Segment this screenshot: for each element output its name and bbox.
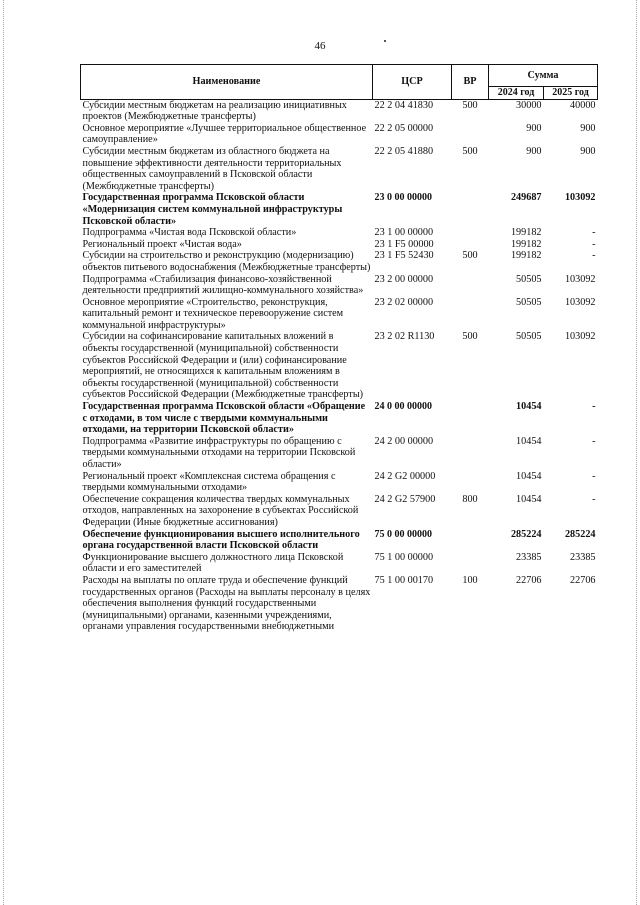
row-amount-2024: 199182 bbox=[510, 250, 542, 262]
header-year-2024: 2024 год bbox=[489, 87, 544, 100]
row-amount-2024: 50505 bbox=[516, 296, 542, 308]
table-row bbox=[81, 192, 598, 227]
table-row bbox=[81, 227, 598, 239]
table-row bbox=[81, 436, 598, 471]
row-amount-2025: - bbox=[592, 250, 596, 262]
table-header bbox=[81, 65, 598, 100]
row-csr-code: 23 1 00 00000 bbox=[374, 227, 434, 239]
header-sum: Сумма bbox=[489, 65, 598, 87]
row-vr-code: 500 bbox=[462, 99, 478, 111]
row-name: Государственная программа Псковской области «Обращение с отходами, в том числе с твердыми коммунальными отходами, на территории Псковской области» bbox=[82, 401, 366, 436]
header-vr: ВР bbox=[452, 65, 489, 100]
header-name: Наименование bbox=[81, 65, 373, 100]
row-amount-2025: - bbox=[592, 238, 596, 250]
row-amount-2024: 10454 bbox=[516, 470, 542, 482]
row-name: Субсидии местным бюджетам на реализацию инициативных проектов (Межбюджетные трансферты) bbox=[82, 99, 347, 123]
row-vr-code: 500 bbox=[462, 331, 478, 343]
row-name: Региональный проект «Чистая вода» bbox=[82, 238, 242, 250]
row-amount-2025: 103092 bbox=[564, 296, 596, 308]
row-name: Государственная программа Псковской области «Модернизация систем коммунальной инфраструктуры Псковской области» bbox=[82, 192, 343, 227]
row-vr-code bbox=[452, 227, 489, 239]
table-row bbox=[81, 529, 598, 552]
row-amount-2024: 199182 bbox=[510, 227, 542, 239]
row-amount-2024: 900 bbox=[526, 145, 542, 157]
row-amount-2025: 900 bbox=[580, 122, 596, 134]
table-row bbox=[81, 331, 598, 401]
row-name: Основное мероприятие «Лучшее территориальное общественное самоуправление» bbox=[82, 122, 367, 146]
header-csr: ЦСР bbox=[373, 65, 452, 100]
row-amount-2024: 23385 bbox=[516, 551, 542, 563]
row-vr-code bbox=[452, 192, 489, 227]
row-amount-2025: - bbox=[592, 470, 596, 482]
row-name: Подпрограмма «Развитие инфраструктуры по обращению с твердыми коммунальными отходами на территории Псковской области» bbox=[82, 435, 356, 470]
table-row bbox=[81, 250, 598, 273]
row-name: Подпрограмма «Чистая вода Псковской области» bbox=[82, 227, 297, 239]
row-amount-2024: 249687 bbox=[510, 192, 542, 204]
row-amount-2025: - bbox=[592, 435, 596, 447]
row-amount-2025: - bbox=[592, 401, 596, 413]
table-row bbox=[81, 274, 598, 297]
row-amount-2025: 103092 bbox=[564, 331, 596, 343]
table-row bbox=[81, 239, 598, 251]
row-vr-code: 100 bbox=[462, 574, 478, 586]
row-amount-2024: 10454 bbox=[516, 401, 542, 413]
scan-speck bbox=[384, 40, 386, 42]
table-row bbox=[81, 471, 598, 494]
table-row bbox=[81, 99, 598, 123]
row-amount-2024: 285224 bbox=[510, 528, 542, 540]
row-vr-code bbox=[452, 239, 489, 251]
row-amount-2024: 30000 bbox=[516, 99, 542, 111]
row-csr-code: 23 1 F5 52430 bbox=[374, 250, 434, 262]
table-row bbox=[81, 552, 598, 575]
row-vr-code bbox=[452, 297, 489, 332]
row-vr-code bbox=[452, 436, 489, 471]
table-row bbox=[81, 123, 598, 146]
row-name: Основное мероприятие «Строительство, реконструкция, капитальный ремонт и техническое перевооружение систем коммунальной инфраструктуры» bbox=[82, 296, 344, 331]
left-binding-line bbox=[3, 0, 4, 905]
table-row bbox=[81, 297, 598, 332]
row-csr-code: 24 2 G2 00000 bbox=[374, 470, 436, 482]
row-amount-2024: 10454 bbox=[516, 493, 542, 505]
row-csr-code: 24 2 00 00000 bbox=[374, 435, 434, 447]
row-csr-code: 24 0 00 00000 bbox=[374, 401, 432, 413]
row-csr-code: 23 2 02 00000 bbox=[374, 296, 434, 308]
row-amount-2025: 40000 bbox=[570, 99, 596, 111]
row-name: Обеспечение сокращения количества твердых коммунальных отходов, направленных на захоронение в субъектах Российской Федерации (Иные бюджетные ассигнования) bbox=[82, 493, 359, 528]
row-csr-code: 23 1 F5 00000 bbox=[374, 238, 434, 250]
row-amount-2024: 10454 bbox=[516, 435, 542, 447]
row-amount-2024: 50505 bbox=[516, 331, 542, 343]
row-csr-code: 22 2 05 00000 bbox=[374, 122, 434, 134]
row-vr-code: 500 bbox=[462, 250, 478, 262]
header-year-2025: 2025 год bbox=[544, 87, 598, 100]
row-csr-code: 22 2 04 41830 bbox=[374, 99, 434, 111]
row-amount-2025: 285224 bbox=[564, 528, 596, 540]
page-number: 46 bbox=[314, 40, 326, 52]
row-amount-2025: 23385 bbox=[570, 551, 596, 563]
row-csr-code: 75 1 00 00170 bbox=[374, 574, 434, 586]
table-row bbox=[81, 146, 598, 192]
row-amount-2025: 103092 bbox=[564, 273, 596, 285]
row-vr-code bbox=[452, 123, 489, 146]
row-amount-2025: 900 bbox=[580, 145, 596, 157]
row-csr-code: 22 2 05 41880 bbox=[374, 145, 434, 157]
row-amount-2025: 103092 bbox=[564, 192, 596, 204]
row-name: Подпрограмма «Стабилизация финансово-хозяйственной деятельности предприятий жилищно-коммунального хозяйства» bbox=[82, 273, 364, 297]
row-amount-2024: 22706 bbox=[516, 574, 542, 586]
row-csr-code: 23 2 00 00000 bbox=[374, 273, 434, 285]
row-amount-2024: 50505 bbox=[516, 273, 542, 285]
row-name: Функционирование высшего должностного лица Псковской области и его заместителей bbox=[82, 551, 344, 575]
row-amount-2025: - bbox=[592, 493, 596, 505]
right-binding-line bbox=[636, 0, 637, 905]
table-body bbox=[81, 99, 598, 633]
row-csr-code: 75 1 00 00000 bbox=[374, 551, 434, 563]
row-name: Субсидии на софинансирование капитальных вложений в объекты государственной (муниципальной) собственности субъектов Российской Федерации и (или) софинансирование мероприятий, не относящихся к капитальным вложениям в объекты государственной (муниципальной) собственности субъектов Российской Федерации (Межбюджетные трансферты) bbox=[82, 331, 364, 401]
row-name: Субсидии местным бюджетам из областного бюджета на повышение эффективности деятельности территориальных общественных самоуправлений в Псковской области (Межбюджетные трансферты) bbox=[82, 145, 342, 192]
row-vr-code bbox=[452, 274, 489, 297]
row-csr-code: 23 2 02 R1130 bbox=[374, 331, 435, 343]
row-name: Региональный проект «Комплексная система обращения с твердыми коммунальными отходами» bbox=[82, 470, 336, 494]
row-name: Субсидии на строительство и реконструкцию (модернизацию) объектов питьевого водоснабжения (Межбюджетные трансферты) bbox=[82, 250, 371, 273]
row-vr-code bbox=[452, 529, 489, 552]
row-vr-code bbox=[452, 471, 489, 494]
row-name: Расходы на выплаты по оплате труда и обеспечение функций государственных органов (Расходы на выплаты персоналу в целях обеспечения выполнения функций государственными (муниципальными) органами, казенными учреждениями, органами управления государственными внебюджетными bbox=[82, 574, 371, 633]
row-amount-2024: 199182 bbox=[510, 238, 542, 250]
row-csr-code: 23 0 00 00000 bbox=[374, 192, 432, 204]
table-row bbox=[81, 494, 598, 529]
row-vr-code: 800 bbox=[462, 493, 478, 505]
row-vr-code bbox=[452, 552, 489, 575]
row-amount-2025: 22706 bbox=[570, 574, 596, 586]
table-row bbox=[81, 575, 598, 633]
row-csr-code: 24 2 G2 57900 bbox=[374, 493, 436, 505]
row-name: Обеспечение функционирования высшего исполнительного органа государственной власти Псковской области bbox=[82, 528, 360, 552]
budget-table bbox=[80, 64, 598, 633]
row-amount-2024: 900 bbox=[526, 122, 542, 134]
row-vr-code: 500 bbox=[462, 145, 478, 157]
row-vr-code bbox=[452, 401, 489, 436]
row-amount-2025: - bbox=[592, 227, 596, 239]
table-row bbox=[81, 401, 598, 436]
row-csr-code: 75 0 00 00000 bbox=[374, 528, 432, 540]
